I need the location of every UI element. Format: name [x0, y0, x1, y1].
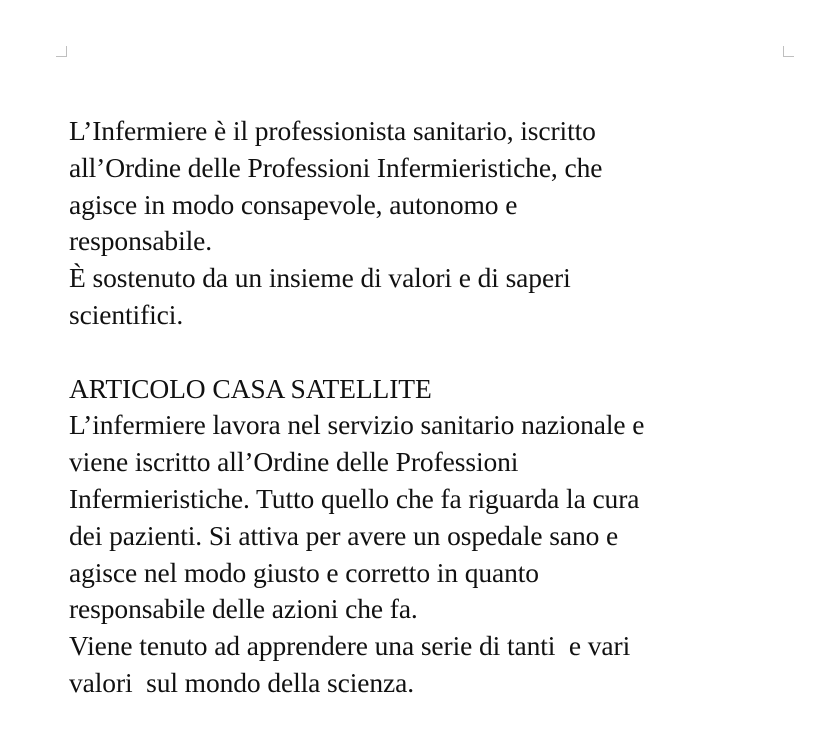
- text-line: L’infermiere lavora nel servizio sanitario nazionale e: [69, 409, 645, 441]
- text-line: responsabile.: [69, 225, 213, 257]
- text-line: Viene tenuto ad apprendere una serie di tanti e vari: [69, 630, 631, 662]
- text-line: È sostenuto da un insieme di valori e di saperi: [69, 262, 571, 294]
- text-line: responsabile delle azioni che fa.: [69, 593, 418, 625]
- text-line: Infermieristiche. Tutto quello che fa riguarda la cura: [69, 482, 640, 514]
- blank-line: [69, 334, 809, 371]
- paragraph-intro: [69, 113, 809, 334]
- text-line: agisce in modo consapevole, autonomo e: [69, 188, 518, 220]
- text-line: L’Infermiere è il professionista sanitario, iscritto: [69, 115, 596, 146]
- text-line: all’Ordine delle Professioni Infermieristiche, che: [69, 151, 603, 183]
- text-line: scientifici.: [69, 298, 184, 330]
- article-heading: ARTICOLO CASA SATELLITE: [69, 372, 432, 404]
- article-section: [69, 371, 809, 702]
- text-line: dei pazienti. Si attiva per avere un ospedale sano e: [69, 519, 619, 551]
- margin-mark-top-right: [783, 46, 794, 57]
- text-line: viene iscritto all’Ordine delle Professioni: [69, 446, 519, 478]
- margin-mark-top-left: [56, 46, 67, 57]
- document-body[interactable]: [69, 113, 809, 702]
- text-line: valori sul mondo della scienza.: [69, 666, 415, 698]
- text-line: agisce nel modo giusto e corretto in quanto: [69, 556, 539, 588]
